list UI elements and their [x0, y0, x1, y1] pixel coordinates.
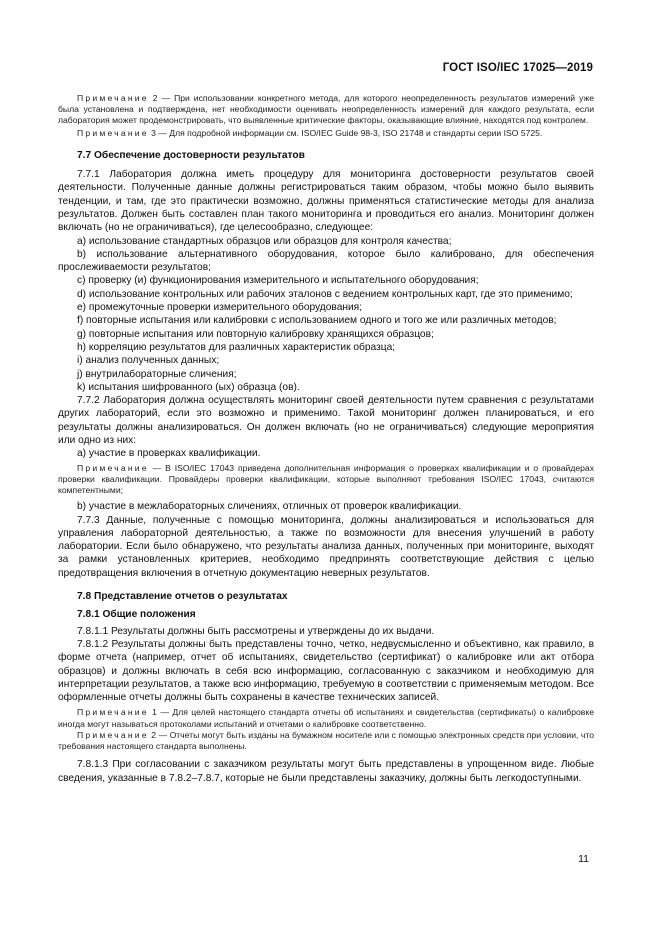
section-7-7-heading: 7.7 Обеспечение достоверности результатов: [77, 149, 305, 161]
list-item: k) испытания шифрованного (ых) образца (ов).: [77, 381, 300, 393]
list-item: d) использование контрольных или рабочих эталонов с ведением контрольных карт, где это применимо;: [77, 288, 573, 300]
note-1-reports: Примечание 1 — Для целей настоящего стандарта отчеты об испытаниях и свидетельства (сертификаты) о калибровке иногда могут называться протоколами испытаний и отчетами о калибровке соответственно.: [58, 707, 594, 729]
list-item: b) использование альтернативного оборудования, которое было калибровано, для обеспечения прослеживаемости результатов;: [58, 248, 594, 274]
list-item: a) использование стандартных образцов или образцов для контроля качества;: [77, 235, 452, 247]
list-item: j) внутрилабораторные сличения;: [77, 368, 237, 380]
note-2-electronic: Примечание 2 — Отчеты могут быть изданы на бумажном носителе или с помощью электронных средств при условии, что требования настоящего стандарта выполнены.: [58, 729, 594, 752]
list-item: c) проверку (и) функционирования измерительного и испытательного оборудования;: [77, 275, 479, 287]
list-item: f) повторные испытания или калибровки с использованием одного и того же или различных методов;: [77, 315, 557, 327]
monitoring-list: [58, 235, 594, 395]
list-item: i) анализ полученных данных;: [77, 355, 220, 367]
page-content: [58, 93, 594, 785]
document-header: ГОСТ ISO/IEC 17025—2019: [442, 62, 593, 74]
note-3-references: Примечание 3 — Для подробной информации см. ISO/IEC Guide 98-3, ISO 21748 и стандарты серии ISO 5725.: [77, 127, 543, 138]
list-item: e) промежуточные проверки измерительного оборудования;: [77, 302, 363, 314]
page-number: 11: [578, 853, 589, 865]
list-item-interlab: b) участие в межлабораторных сличениях, отличных от проверок квалификации.: [77, 501, 462, 513]
paragraph-7-7-2: 7.7.2 Лаборатория должна осуществлять мониторинг своей деятельности путем сравнения с результатами других лабораторий, если это возможно и применимо. Такой мониторинг должен планироваться, и его результаты должны анализироваться. Он должен включать (но не ограничиваться) следующие мероприятия или одно из них:: [58, 395, 594, 447]
note-proficiency: Примечание — В ISO/IEC 17043 приведена дополнительная информация о проверках квалификации и о провайдерах проверки квалификации. Провайдеры проверки квалификации, которые выполняют требования ISO/IEC 17043, считаются компетентными;: [58, 462, 594, 496]
list-item-proficiency: a) участие в проверках квалификации.: [77, 448, 261, 460]
list-item: h) корреляцию результатов для различных характеристик образца;: [77, 341, 396, 353]
note-2-uncertainty: Примечание 2 — При использовании конкретного метода, для которого неопределенность результатов измерений уже была установлена и подтверждена, нет необходимости оценивать неопределенность измерений для каждого результата, если лаборатория может продемонстрировать, что выявленные критические факторы, оказывающие влияние, находятся под контролем.: [58, 93, 594, 126]
paragraph-7-7-1: 7.7.1 Лаборатория должна иметь процедуру для мониторинга достоверности результатов своей деятельности. Полученные данные должны регистрироваться таким образом, чтобы можно было выявить тенденции, и там, где это практически возможно, должны применяться статистические методы для анализа результатов. Должен быть составлен план такого мониторинга и проводиться его анализ. Мониторинг должен включать (но не ограничиваться), где целесообразно, следующее:: [58, 169, 594, 234]
paragraph-7-8-1-2: 7.8.1.2 Результаты должны быть представлены точно, четко, недвусмысленно и объективно, как правило, в форме отчета (например, отчет об испытаниях, свидетельство (сертификат) о калибровке или акт отбора образцов) и должны включать в себя всю информацию, согласованную с заказчиком и необходимую для интерпретации результатов, а также всю информацию, требуемую в соответствии с применяемым методом. Все оформленные отчеты должны быть сохранены в качестве технических записей.: [58, 638, 594, 704]
subsection-7-8-1-heading: 7.8.1 Общие положения: [77, 609, 196, 621]
list-item: g) повторные испытания или повторную калибровку хранящихся образцов;: [77, 328, 434, 340]
paragraph-7-7-3: 7.7.3 Данные, полученные с помощью мониторинга, должны анализироваться и использоваться для управления лабораторной деятельностью, а также по возможности для внесения улучшений в работу лаборатории. Если было обнаружено, что результаты анализа данных, полученных при мониторинге, выходят за рамки установленных критериев, необходимо предпринять соответствующие действия с целью предотвращения включения в отчетную документацию неверных результатов.: [58, 514, 594, 579]
paragraph-7-8-1-3: 7.8.1.3 При согласовании с заказчиком результаты могут быть представлены в упрощенном виде. Любые сведения, указанные в 7.8.2–7.8.7, которые не были представлены заказчику, должны быть легкодоступными.: [58, 759, 594, 784]
paragraph-7-8-1-1: 7.8.1.1 Результаты должны быть рассмотрены и утверждены до их выдачи.: [77, 625, 435, 637]
section-7-8-heading: 7.8 Представление отчетов о результатах: [77, 591, 288, 603]
